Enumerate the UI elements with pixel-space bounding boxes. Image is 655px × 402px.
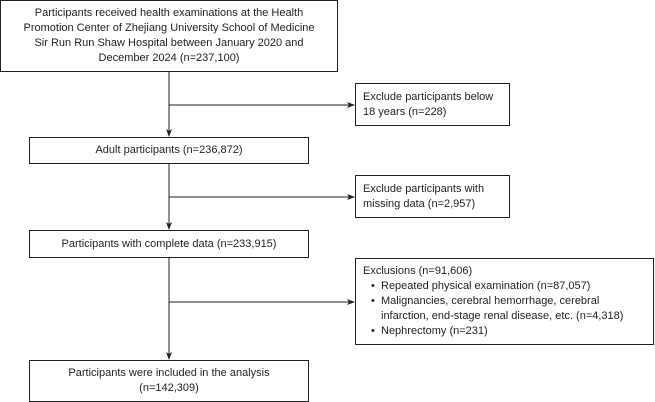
initial-line: Promotion Center of Zhejiang University School of Medicine xyxy=(23,22,315,34)
exclusion-item xyxy=(381,279,653,294)
exclusion-text: Nephrectomy (n=231) xyxy=(381,325,488,337)
exclusions-box xyxy=(355,258,654,345)
exclude-age-box xyxy=(355,83,510,126)
exclude-missing-line: missing data (n=2,957) xyxy=(363,197,476,210)
exclusion-item xyxy=(381,294,653,324)
exclude-age-line: Exclude participants below xyxy=(363,90,494,103)
final-line: Participants were included in the analysis xyxy=(68,367,270,379)
complete-data-box xyxy=(29,230,309,258)
exclude-age-line: 18 years (n=228) xyxy=(363,105,447,118)
complete-text: Participants with complete data (n=233,915) xyxy=(61,237,277,250)
initial-population-box xyxy=(0,0,338,72)
exclusions-title: Exclusions (n=91,606) xyxy=(363,265,473,277)
final-analysis-box xyxy=(29,360,309,402)
exclusion-text: Repeated physical examination (n=87,057) xyxy=(381,280,591,292)
final-line: (n=142,309) xyxy=(139,382,199,394)
exclusion-text: • Malignancies, cerebral hemorrhage, cerebral xyxy=(381,295,600,307)
initial-line: Sir Run Run Shaw Hospital between January 2020 and xyxy=(34,37,304,49)
exclude-missing-line: Exclude participants with xyxy=(363,182,485,195)
adult-text: Adult participants (n=236,872) xyxy=(95,144,243,156)
exclusion-text: infarction, end-stage renal disease, etc. (n=4,318) xyxy=(381,310,624,322)
initial-line: Participants received health examinations at the Health xyxy=(34,7,304,19)
exclusion-item xyxy=(381,324,653,339)
exclude-missing-box xyxy=(355,175,510,218)
adult-participants-box xyxy=(29,137,309,164)
exclusions-list xyxy=(363,279,653,339)
initial-line: December 2024 (n=237,100) xyxy=(98,52,240,64)
